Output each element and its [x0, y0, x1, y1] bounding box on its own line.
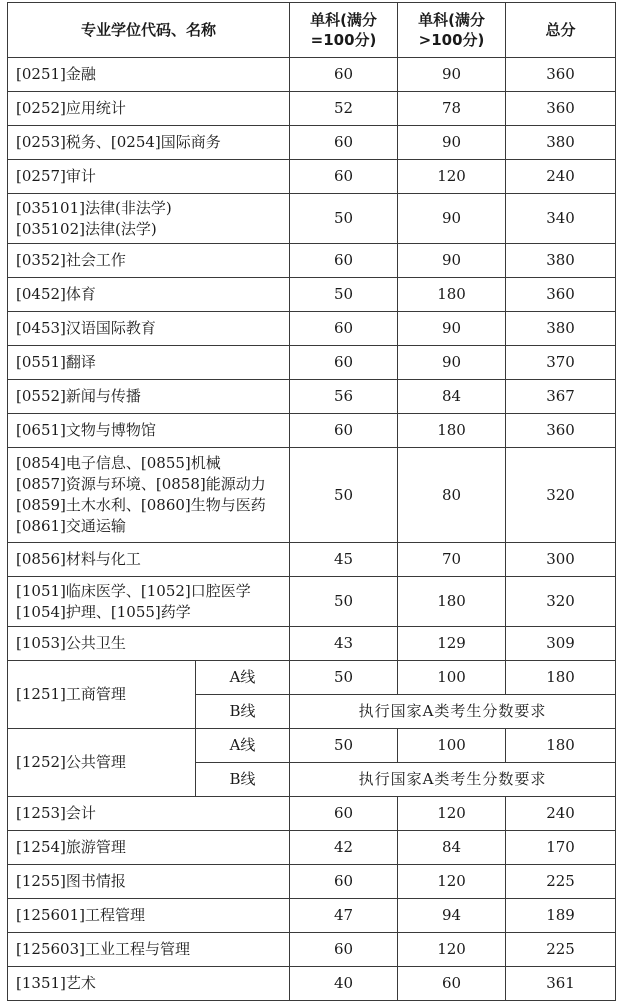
table-row	[8, 967, 616, 1001]
national-requirement-note: 执行国家A类考生分数要求	[290, 695, 616, 729]
single-score-over-100: 60	[398, 967, 506, 1001]
single-score-over-100: 90	[398, 346, 506, 380]
table-row	[8, 380, 616, 414]
total-score: 367	[506, 380, 616, 414]
single-score-100: 60	[290, 244, 398, 278]
single-score-over-100: 94	[398, 899, 506, 933]
program-name: [1255]图书情报	[8, 865, 290, 899]
table-row	[8, 865, 616, 899]
single-score-over-100: 78	[398, 92, 506, 126]
single-score-over-100: 180	[398, 278, 506, 312]
program-name-line: [0651]文物与博物馆	[16, 421, 156, 439]
total-score: 360	[506, 278, 616, 312]
table-row	[8, 194, 616, 244]
program-name-line: [0253]税务、[0254]国际商务	[16, 133, 221, 151]
line-label: B线	[196, 763, 290, 797]
program-name	[8, 194, 290, 244]
single-score-100: 60	[290, 126, 398, 160]
program-name-line: [0252]应用统计	[16, 99, 126, 117]
total-score: 300	[506, 543, 616, 577]
single-score-100: 50	[290, 448, 398, 543]
total-score: 170	[506, 831, 616, 865]
total-score: 340	[506, 194, 616, 244]
single-score-over-100: 90	[398, 312, 506, 346]
program-name	[8, 58, 290, 92]
program-name: [125601]工程管理	[8, 899, 290, 933]
program-name	[8, 414, 290, 448]
header-name: 专业学位代码、名称	[8, 3, 290, 58]
single-score-over-100: 90	[398, 58, 506, 92]
program-name-line: [0859]土木水利、[0860]生物与医药	[16, 496, 266, 514]
table-row	[8, 312, 616, 346]
total-score: 225	[506, 865, 616, 899]
program-name	[8, 627, 290, 661]
total-score: 320	[506, 577, 616, 627]
program-name-line: [1053]公共卫生	[16, 634, 126, 652]
table-row	[8, 577, 616, 627]
single-score-100: 40	[290, 967, 398, 1001]
program-name-line: [0552]新闻与传播	[16, 387, 141, 405]
total-score: 360	[506, 58, 616, 92]
single-score-100: 43	[290, 627, 398, 661]
program-name-line: [0861]交通运输	[16, 517, 126, 535]
header-single-100: 单科(满分 =100分)	[290, 3, 398, 58]
total-score: 240	[506, 160, 616, 194]
table-row	[8, 627, 616, 661]
single-score-over-100: 100	[398, 729, 506, 763]
table-row	[8, 244, 616, 278]
single-score-100: 52	[290, 92, 398, 126]
single-score-100: 50	[290, 577, 398, 627]
header-row	[8, 3, 616, 58]
single-score-100: 50	[290, 278, 398, 312]
table-row	[8, 58, 616, 92]
single-score-100: 60	[290, 58, 398, 92]
single-score-100: 50	[290, 729, 398, 763]
single-score-over-100: 70	[398, 543, 506, 577]
single-score-100: 60	[290, 933, 398, 967]
single-score-100: 60	[290, 160, 398, 194]
program-name-line: [035101]法律(非法学)	[16, 198, 172, 217]
total-score: 361	[506, 967, 616, 1001]
single-score-over-100: 120	[398, 865, 506, 899]
line-label: B线	[196, 695, 290, 729]
program-name-line: [0453]汉语国际教育	[16, 319, 156, 337]
table-row	[8, 797, 616, 831]
table-row	[8, 160, 616, 194]
program-name-line: [0857]资源与环境、[0858]能源动力	[16, 475, 266, 493]
total-score: 380	[506, 312, 616, 346]
total-score: 370	[506, 346, 616, 380]
program-name	[8, 543, 290, 577]
total-score: 380	[506, 126, 616, 160]
program-name	[8, 126, 290, 160]
program-name	[8, 448, 290, 543]
total-score: 360	[506, 414, 616, 448]
national-requirement-note: 执行国家A类考生分数要求	[290, 763, 616, 797]
single-score-over-100: 120	[398, 160, 506, 194]
line-label: A线	[196, 661, 290, 695]
single-score-100: 60	[290, 346, 398, 380]
single-score-100: 60	[290, 312, 398, 346]
program-name-line: [0251]金融	[16, 65, 96, 83]
single-score-100: 42	[290, 831, 398, 865]
line-label: A线	[196, 729, 290, 763]
single-score-100: 47	[290, 899, 398, 933]
single-score-over-100: 80	[398, 448, 506, 543]
total-score: 189	[506, 899, 616, 933]
program-name-line: [0854]电子信息、[0855]机械	[16, 454, 221, 472]
total-score: 360	[506, 92, 616, 126]
single-score-over-100: 84	[398, 831, 506, 865]
single-score-100: 56	[290, 380, 398, 414]
single-score-over-100: 180	[398, 577, 506, 627]
program-name	[8, 244, 290, 278]
program-name-line: [0551]翻译	[16, 353, 96, 371]
table-row	[8, 92, 616, 126]
program-name	[8, 346, 290, 380]
program-name	[8, 577, 290, 627]
table-row	[8, 831, 616, 865]
table-row	[8, 278, 616, 312]
program-name: [1253]会计	[8, 797, 290, 831]
program-name-line: [0452]体育	[16, 285, 96, 303]
table-row	[8, 126, 616, 160]
table-row	[8, 899, 616, 933]
table-row	[8, 414, 616, 448]
total-score: 180	[506, 661, 616, 695]
program-name	[8, 92, 290, 126]
single-score-over-100: 90	[398, 126, 506, 160]
program-name-line: [0352]社会工作	[16, 251, 126, 269]
table-row	[8, 346, 616, 380]
table-row	[8, 933, 616, 967]
program-name: [125603]工业工程与管理	[8, 933, 290, 967]
program-name-line: [1051]临床医学、[1052]口腔医学	[16, 581, 251, 600]
single-score-over-100: 84	[398, 380, 506, 414]
program-name	[8, 278, 290, 312]
program-name: [1251]工商管理	[8, 661, 196, 729]
single-score-over-100: 100	[398, 661, 506, 695]
table-row	[8, 448, 616, 543]
program-name: [1254]旅游管理	[8, 831, 290, 865]
single-score-over-100: 120	[398, 797, 506, 831]
program-name	[8, 312, 290, 346]
total-score: 320	[506, 448, 616, 543]
program-name: [1252]公共管理	[8, 729, 196, 797]
table-row	[8, 661, 616, 695]
single-score-over-100: 129	[398, 627, 506, 661]
single-score-over-100: 90	[398, 194, 506, 244]
program-name-line: [035102]法律(法学)	[16, 219, 157, 238]
program-name-line: [0856]材料与化工	[16, 550, 141, 568]
single-score-over-100: 90	[398, 244, 506, 278]
table-row	[8, 543, 616, 577]
total-score: 380	[506, 244, 616, 278]
single-score-100: 50	[290, 194, 398, 244]
total-score: 225	[506, 933, 616, 967]
program-name	[8, 380, 290, 414]
single-score-100: 50	[290, 661, 398, 695]
single-score-100: 60	[290, 414, 398, 448]
single-score-100: 45	[290, 543, 398, 577]
header-single-over-100: 单科(满分 >100分)	[398, 3, 506, 58]
header-total: 总分	[506, 3, 616, 58]
program-name: [1351]艺术	[8, 967, 290, 1001]
total-score: 309	[506, 627, 616, 661]
program-name	[8, 160, 290, 194]
single-score-100: 60	[290, 865, 398, 899]
single-score-100: 60	[290, 797, 398, 831]
single-score-over-100: 120	[398, 933, 506, 967]
program-name-line: [0257]审计	[16, 167, 96, 185]
score-table	[7, 2, 616, 1001]
table-row	[8, 729, 616, 763]
program-name-line: [1054]护理、[1055]药学	[16, 602, 191, 621]
total-score: 240	[506, 797, 616, 831]
single-score-over-100: 180	[398, 414, 506, 448]
total-score: 180	[506, 729, 616, 763]
